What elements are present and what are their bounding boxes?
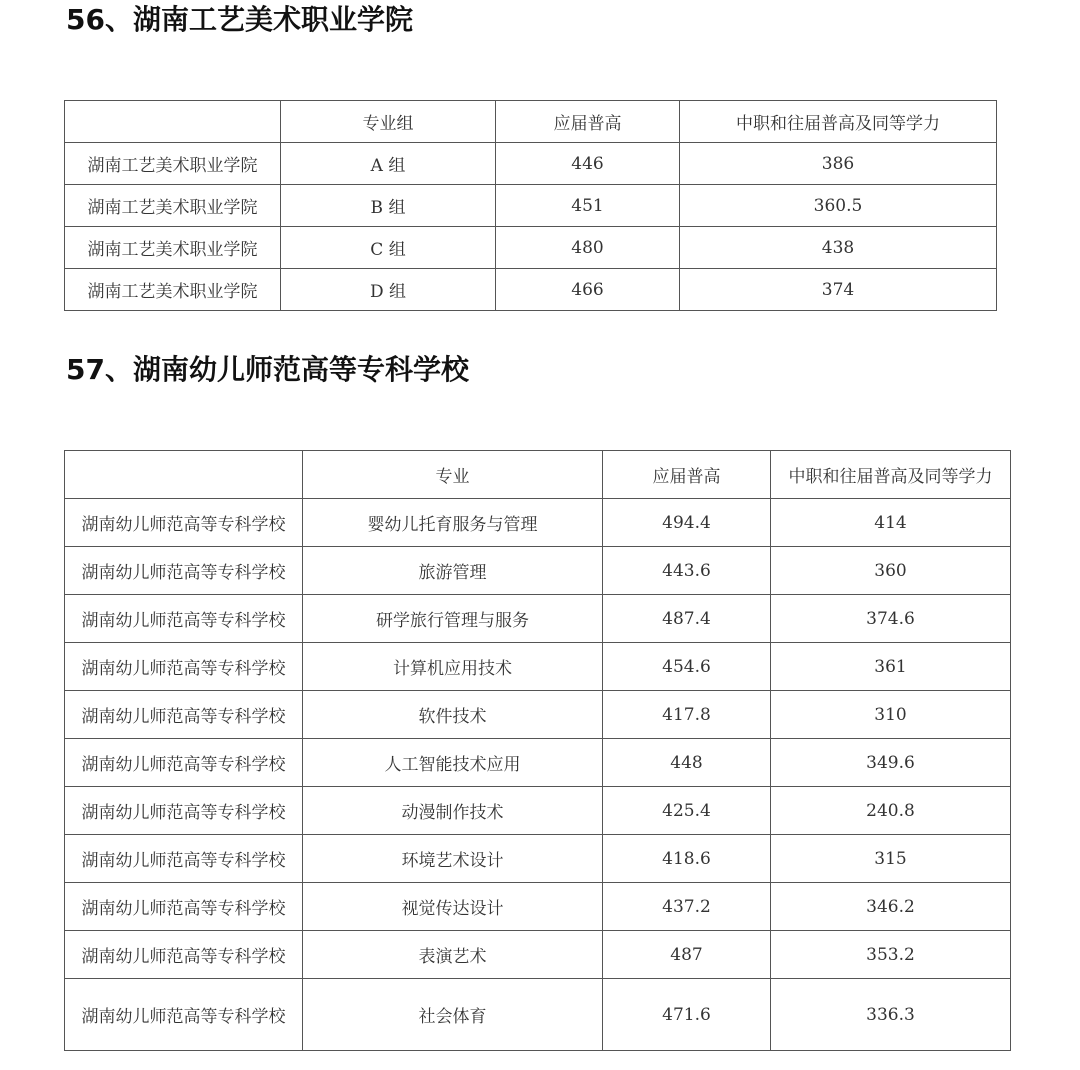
major-cell: 社会体育 bbox=[303, 979, 603, 1051]
table-row bbox=[65, 269, 997, 311]
table-row bbox=[65, 883, 1011, 931]
table-row bbox=[65, 739, 1011, 787]
table-header-row bbox=[65, 101, 997, 143]
school-name-cell: 湖南幼儿师范高等专科学校 bbox=[65, 739, 303, 787]
header-blank-cell bbox=[65, 101, 281, 143]
fresh-grad-score-cell: 487 bbox=[603, 931, 771, 979]
major-cell: 计算机应用技术 bbox=[303, 643, 603, 691]
header-fresh-grad: 应届普高 bbox=[603, 451, 771, 499]
table-row bbox=[65, 227, 997, 269]
school-name-cell: 湖南幼儿师范高等专科学校 bbox=[65, 595, 303, 643]
header-major: 专业组 bbox=[281, 101, 496, 143]
major-cell: 旅游管理 bbox=[303, 547, 603, 595]
fresh-grad-score-cell: 437.2 bbox=[603, 883, 771, 931]
table-row bbox=[65, 787, 1011, 835]
vocational-score-cell: 353.2 bbox=[771, 931, 1011, 979]
vocational-score-cell: 438 bbox=[680, 227, 997, 269]
vocational-score-cell: 360 bbox=[771, 547, 1011, 595]
header-vocational: 中职和往届普高及同等学力 bbox=[680, 101, 997, 143]
school-name-cell: 湖南幼儿师范高等专科学校 bbox=[65, 883, 303, 931]
school-name-cell: 湖南工艺美术职业学院 bbox=[65, 185, 281, 227]
school-name-cell: 湖南幼儿师范高等专科学校 bbox=[65, 787, 303, 835]
fresh-grad-score-cell: 494.4 bbox=[603, 499, 771, 547]
table-row bbox=[65, 547, 1011, 595]
major-cell: 视觉传达设计 bbox=[303, 883, 603, 931]
vocational-score-cell: 414 bbox=[771, 499, 1011, 547]
major-cell: 环境艺术设计 bbox=[303, 835, 603, 883]
fresh-grad-score-cell: 417.8 bbox=[603, 691, 771, 739]
fresh-grad-score-cell: 451 bbox=[496, 185, 680, 227]
vocational-score-cell: 240.8 bbox=[771, 787, 1011, 835]
score-table-56 bbox=[64, 100, 997, 311]
major-cell: 研学旅行管理与服务 bbox=[303, 595, 603, 643]
fresh-grad-score-cell: 443.6 bbox=[603, 547, 771, 595]
fresh-grad-score-cell: 466 bbox=[496, 269, 680, 311]
school-name-cell: 湖南幼儿师范高等专科学校 bbox=[65, 547, 303, 595]
school-name-cell: 湖南幼儿师范高等专科学校 bbox=[65, 691, 303, 739]
vocational-score-cell: 336.3 bbox=[771, 979, 1011, 1051]
header-vocational: 中职和往届普高及同等学力 bbox=[771, 451, 1011, 499]
school-name-cell: 湖南工艺美术职业学院 bbox=[65, 227, 281, 269]
vocational-score-cell: 310 bbox=[771, 691, 1011, 739]
school-name-cell: 湖南幼儿师范高等专科学校 bbox=[65, 931, 303, 979]
table-row bbox=[65, 643, 1011, 691]
fresh-grad-score-cell: 454.6 bbox=[603, 643, 771, 691]
table-row bbox=[65, 691, 1011, 739]
major-cell: A 组 bbox=[281, 143, 496, 185]
vocational-score-cell: 361 bbox=[771, 643, 1011, 691]
fresh-grad-score-cell: 425.4 bbox=[603, 787, 771, 835]
table-row bbox=[65, 595, 1011, 643]
table-row bbox=[65, 185, 997, 227]
header-fresh-grad: 应届普高 bbox=[496, 101, 680, 143]
fresh-grad-score-cell: 418.6 bbox=[603, 835, 771, 883]
fresh-grad-score-cell: 480 bbox=[496, 227, 680, 269]
major-cell: 婴幼儿托育服务与管理 bbox=[303, 499, 603, 547]
major-cell: 人工智能技术应用 bbox=[303, 739, 603, 787]
fresh-grad-score-cell: 448 bbox=[603, 739, 771, 787]
major-cell: 软件技术 bbox=[303, 691, 603, 739]
header-major: 专业 bbox=[303, 451, 603, 499]
school-name-cell: 湖南工艺美术职业学院 bbox=[65, 269, 281, 311]
vocational-score-cell: 374.6 bbox=[771, 595, 1011, 643]
major-cell: 动漫制作技术 bbox=[303, 787, 603, 835]
major-cell: B 组 bbox=[281, 185, 496, 227]
header-blank-cell bbox=[65, 451, 303, 499]
score-table-57 bbox=[64, 450, 1011, 1051]
vocational-score-cell: 315 bbox=[771, 835, 1011, 883]
major-cell: 表演艺术 bbox=[303, 931, 603, 979]
school-name-cell: 湖南幼儿师范高等专科学校 bbox=[65, 499, 303, 547]
table-header-row bbox=[65, 451, 1011, 499]
vocational-score-cell: 374 bbox=[680, 269, 997, 311]
school-name-cell: 湖南幼儿师范高等专科学校 bbox=[65, 835, 303, 883]
section-56-title: 56、湖南工艺美术职业学院 bbox=[66, 3, 413, 36]
table-row bbox=[65, 835, 1011, 883]
vocational-score-cell: 346.2 bbox=[771, 883, 1011, 931]
vocational-score-cell: 349.6 bbox=[771, 739, 1011, 787]
vocational-score-cell: 360.5 bbox=[680, 185, 997, 227]
school-name-cell: 湖南工艺美术职业学院 bbox=[65, 143, 281, 185]
table-row bbox=[65, 979, 1011, 1051]
table-row bbox=[65, 499, 1011, 547]
fresh-grad-score-cell: 471.6 bbox=[603, 979, 771, 1051]
school-name-cell: 湖南幼儿师范高等专科学校 bbox=[65, 979, 303, 1051]
fresh-grad-score-cell: 487.4 bbox=[603, 595, 771, 643]
fresh-grad-score-cell: 446 bbox=[496, 143, 680, 185]
table-row bbox=[65, 143, 997, 185]
section-57-title: 57、湖南幼儿师范高等专科学校 bbox=[66, 353, 469, 386]
vocational-score-cell: 386 bbox=[680, 143, 997, 185]
major-cell: D 组 bbox=[281, 269, 496, 311]
table-row bbox=[65, 931, 1011, 979]
major-cell: C 组 bbox=[281, 227, 496, 269]
school-name-cell: 湖南幼儿师范高等专科学校 bbox=[65, 643, 303, 691]
